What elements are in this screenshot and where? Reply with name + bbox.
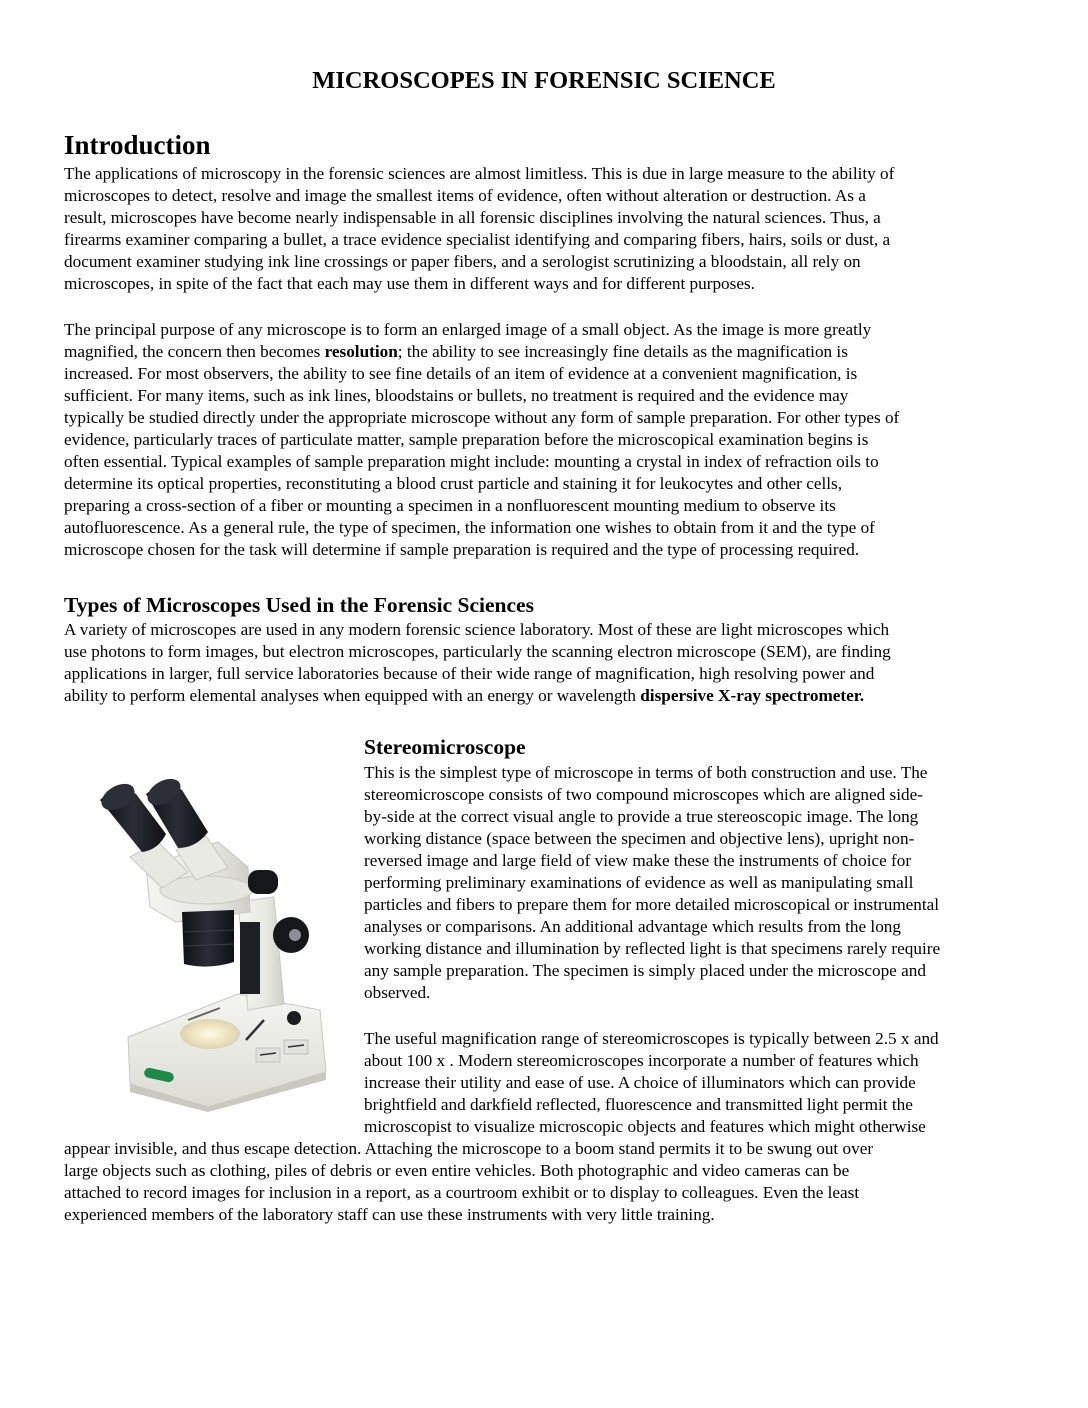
text-line: attached to record images for inclusion in a report, as a courtroom exhibit or to display to colleagues. Even the least xyxy=(64,1183,860,1202)
text-line: typically be studied directly under the appropriate microscope without any form of sample preparation. For other types of xyxy=(64,408,900,427)
intro-paragraph-1 xyxy=(64,163,894,295)
bold-term-spectrometer: dispersive X-ray spectrometer. xyxy=(640,686,865,705)
document-title: MICROSCOPES IN FORENSIC SCIENCE xyxy=(312,67,776,94)
text-line: preparing a cross-section of a fiber or mounting a specimen in a nonfluorescent mounting medium to observe its xyxy=(64,496,836,515)
text-line: working distance and illumination by reflected light is that specimens rarely require xyxy=(364,939,941,958)
text-line: determine its optical properties, reconstituting a blood crust particle and staining it for leukocytes and other cells, xyxy=(64,474,842,493)
text-line: The applications of microscopy in the forensic sciences are almost limitless. This is due in large measure to the ability of xyxy=(64,164,895,183)
stereo-paragraph-2-full xyxy=(64,1138,873,1226)
text-line: The useful magnification range of stereomicroscopes is typically between 2.5 x and xyxy=(364,1029,939,1048)
text-line: document examiner studying ink line crossings or paper fibers, and a serologist scrutinizing a bloodstain, all rely on xyxy=(64,252,861,271)
heading-introduction: Introduction xyxy=(64,130,211,160)
text-line xyxy=(64,341,899,363)
text-line: experienced members of the laboratory staff can use these instruments with very little training. xyxy=(64,1205,715,1224)
text-line: by-side at the correct visual angle to provide a true stereoscopic image. The long xyxy=(364,807,919,826)
text-run: ability to perform elemental analyses when equipped with an energy or wavelength xyxy=(64,686,641,705)
text-line: performing preliminary examinations of evidence as well as manipulating small xyxy=(364,873,914,892)
text-line: large objects such as clothing, piles of debris or even entire vehicles. Both photographic and video cameras can be xyxy=(64,1161,850,1180)
microscope-illustration xyxy=(88,772,334,1112)
text-line: firearms examiner comparing a bullet, a trace evidence specialist identifying and comparing fibers, hairs, soils or dust, a xyxy=(64,230,891,249)
text-line: increase their utility and ease of use. A choice of illuminators which can provide xyxy=(364,1073,916,1092)
text-line: working distance (space between the specimen and objective lens), upright non- xyxy=(364,829,915,848)
heading-stereomicroscope: Stereomicroscope xyxy=(364,735,526,759)
text-line: use photons to form images, but electron microscopes, particularly the scanning electron microscope (SEM), are finding xyxy=(64,642,891,661)
intro-paragraph-2 xyxy=(64,319,899,561)
text-line: result, microscopes have become nearly indispensable in all forensic disciplines involving the natural sciences. Thus, a xyxy=(64,208,881,227)
text-run: ; the ability to see increasingly fine details as the magnification is xyxy=(397,342,848,361)
heading-types-of-microscopes: Types of Microscopes Used in the Forensic Sciences xyxy=(64,593,534,617)
text-line xyxy=(64,685,891,707)
text-line: evidence, particularly traces of particulate matter, sample preparation before the microscopical examination begins is xyxy=(64,430,869,449)
text-line: any sample preparation. The specimen is simply placed under the microscope and xyxy=(364,961,926,980)
text-line: about 100 x . Modern stereomicroscopes incorporate a number of features which xyxy=(364,1051,919,1070)
text-run: magnified, the concern then becomes xyxy=(64,342,325,361)
stereo-paragraph-1 xyxy=(364,762,940,1004)
types-paragraph xyxy=(64,619,891,707)
text-line: The principal purpose of any microscope is to form an enlarged image of a small object. As the image is more greatly xyxy=(64,320,872,339)
text-line: observed. xyxy=(364,983,431,1002)
stereo-paragraph-2-wrapped xyxy=(364,1028,939,1138)
text-line: appear invisible, and thus escape detection. Attaching the microscope to a boom stand permits it to be swung out over xyxy=(64,1139,874,1158)
text-line: This is the simplest type of microscope in terms of both construction and use. The xyxy=(364,763,928,782)
text-line: microscopes, in spite of the fact that each may use them in different ways and for different purposes. xyxy=(64,274,755,293)
text-line: microscopes to detect, resolve and image the smallest items of evidence, often without alteration or destruction. As a xyxy=(64,186,866,205)
text-line: applications in larger, full service laboratories because of their wide range of magnification, high resolving power and xyxy=(64,664,875,683)
text-line: microscope chosen for the task will determine if sample preparation is required and the type of processing required. xyxy=(64,540,860,559)
text-line: autofluorescence. As a general rule, the type of specimen, the information one wishes to obtain from it and the type of xyxy=(64,518,875,537)
text-line: A variety of microscopes are used in any modern forensic science laboratory. Most of these are light microscopes which xyxy=(64,620,890,639)
text-line: reversed image and large field of view make these the instruments of choice for xyxy=(364,851,912,870)
text-line: stereomicroscope consists of two compound microscopes which are aligned side- xyxy=(364,785,923,804)
text-line: often essential. Typical examples of sample preparation might include: mounting a crystal in index of refraction oils to xyxy=(64,452,879,471)
bold-term-resolution: resolution xyxy=(324,342,398,361)
text-line: brightfield and darkfield reflected, fluorescence and transmitted light permit the xyxy=(364,1095,913,1114)
text-line: particles and fibers to prepare them for more detailed microscopical or instrumental xyxy=(364,895,940,914)
text-line: analyses or comparisons. An additional advantage which results from the long xyxy=(364,917,901,936)
text-line: microscopist to visualize microscopic objects and features which might otherwise xyxy=(364,1117,926,1136)
stereomicroscope-image xyxy=(88,772,334,1112)
text-line: sufficient. For many items, such as ink lines, bloodstains or bullets, no treatment is required and the evidence may xyxy=(64,386,849,405)
text-line: increased. For most observers, the ability to see fine details of an item of evidence at a convenient magnification, is xyxy=(64,364,858,383)
